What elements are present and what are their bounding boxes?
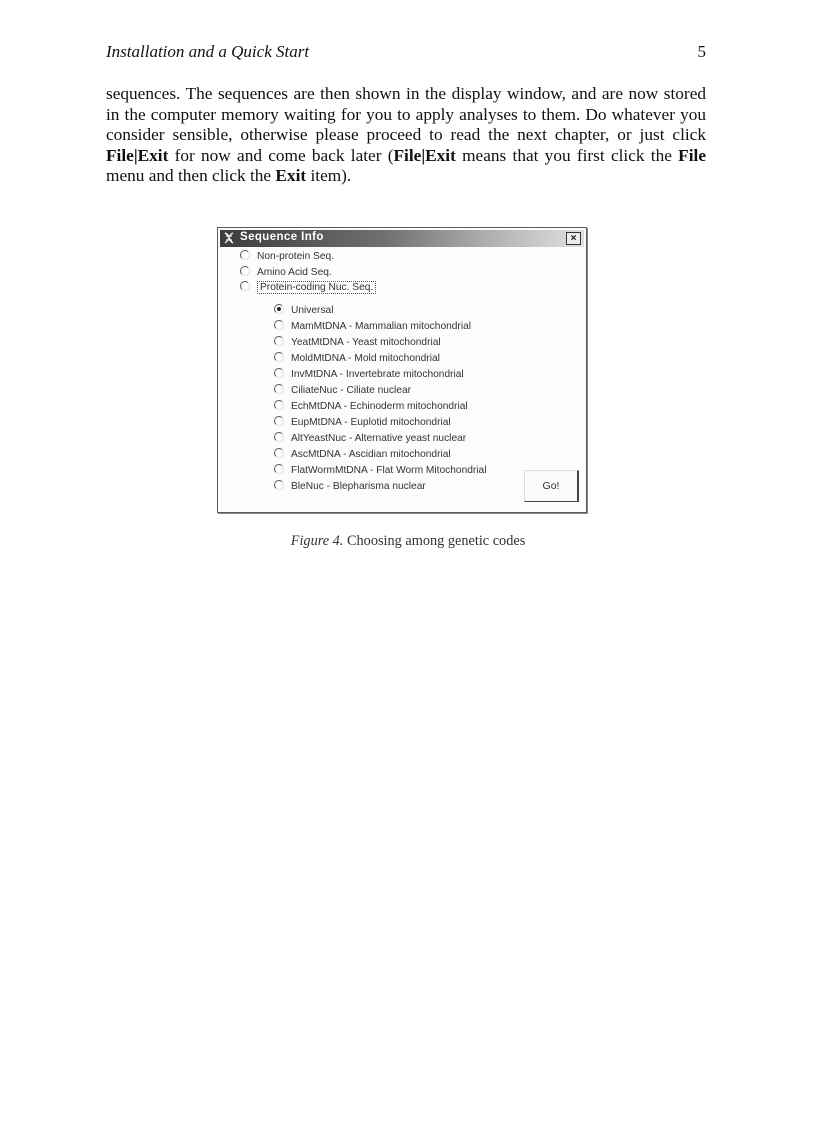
body-paragraph xyxy=(106,84,706,187)
genetic-code-radio[interactable] xyxy=(274,400,468,414)
option-label: Protein-coding Nuc. Seq. xyxy=(257,281,376,294)
option-label: MamMtDNA - Mammalian mitochondrial xyxy=(291,321,472,332)
option-label: YeatMtDNA - Yeast mitochondrial xyxy=(291,337,441,348)
option-label: InvMtDNA - Invertebrate mitochondrial xyxy=(291,369,464,380)
paragraph-text: item). xyxy=(306,166,352,185)
paragraph-text: menu and then click the xyxy=(106,166,276,185)
radio-empty-icon[interactable] xyxy=(274,432,284,442)
genetic-code-radio[interactable] xyxy=(274,352,440,366)
option-label: BleNuc - Blepharisma nuclear xyxy=(291,481,426,492)
menu-path-text: File|Exit xyxy=(106,145,169,165)
sequence-type-radio[interactable] xyxy=(240,266,332,280)
option-label: AltYeastNuc - Alternative yeast nuclear xyxy=(291,433,467,444)
radio-empty-icon[interactable] xyxy=(274,352,284,362)
radio-empty-icon[interactable] xyxy=(274,480,284,490)
genetic-code-radio[interactable] xyxy=(274,432,466,446)
radio-empty-icon[interactable] xyxy=(240,250,250,260)
radio-empty-icon[interactable] xyxy=(274,464,284,474)
option-label: Universal xyxy=(291,305,334,316)
sequence-type-radio[interactable] xyxy=(240,281,376,295)
option-label: CiliateNuc - Ciliate nuclear xyxy=(291,385,412,396)
radio-empty-icon[interactable] xyxy=(274,448,284,458)
go-button[interactable]: Go! xyxy=(524,470,579,502)
genetic-code-radio[interactable] xyxy=(274,464,486,478)
sequence-type-radio[interactable] xyxy=(240,250,334,264)
genetic-code-radio[interactable] xyxy=(274,448,451,462)
genetic-code-radio[interactable] xyxy=(274,480,426,494)
option-label: MoldMtDNA - Mold mitochondrial xyxy=(291,353,440,364)
paragraph-text: for now and come back later ( xyxy=(168,145,394,165)
paragraph-text: means that you first click the xyxy=(455,145,679,165)
page-number: 5 xyxy=(697,42,706,61)
option-label: AscMtDNA - Ascidian mitochondrial xyxy=(291,449,451,460)
genetic-code-radio[interactable] xyxy=(274,336,441,350)
option-label: Amino Acid Seq. xyxy=(257,266,332,278)
caption-text: Choosing among genetic codes xyxy=(343,533,526,549)
radio-selected-icon[interactable] xyxy=(274,304,284,314)
close-icon[interactable]: × xyxy=(566,232,581,245)
radio-empty-icon[interactable] xyxy=(240,281,250,291)
dialog-title: Sequence Info xyxy=(240,231,324,243)
paragraph-text: sequences. The sequences are then shown in the display window, and are now stored in the computer memory waiting for you to apply analyses to them. Do whatever you consider sensible, otherwise please proceed to read the next chapter, or just click xyxy=(106,84,706,144)
radio-empty-icon[interactable] xyxy=(274,416,284,426)
genetic-code-radio[interactable] xyxy=(274,304,333,318)
figure-caption xyxy=(0,533,816,550)
running-title: Installation and a Quick Start xyxy=(106,42,310,61)
radio-empty-icon[interactable] xyxy=(274,384,284,394)
menu-path-text: Exit xyxy=(275,166,307,185)
option-label: EchMtDNA - Echinoderm mitochondrial xyxy=(291,401,468,412)
genetic-code-radio[interactable] xyxy=(274,416,451,430)
genetic-code-radio[interactable] xyxy=(274,384,411,398)
menu-path-text: File|Exit xyxy=(393,145,456,165)
app-icon xyxy=(222,231,236,245)
option-label: Non-protein Seq. xyxy=(257,251,335,262)
genetic-code-radio[interactable] xyxy=(274,320,471,334)
sequence-info-dialog xyxy=(217,227,587,513)
figure-label: Figure 4. xyxy=(290,533,344,549)
menu-path-text: File xyxy=(678,145,706,165)
radio-empty-icon[interactable] xyxy=(274,320,284,330)
radio-empty-icon[interactable] xyxy=(274,400,284,410)
radio-empty-icon[interactable] xyxy=(274,336,284,346)
radio-empty-icon[interactable] xyxy=(240,266,250,276)
genetic-code-radio[interactable] xyxy=(274,368,464,382)
dialog-titlebar[interactable] xyxy=(220,230,584,247)
radio-empty-icon[interactable] xyxy=(274,368,284,378)
option-label: FlatWormMtDNA - Flat Worm Mitochondrial xyxy=(291,465,487,476)
running-header xyxy=(106,42,706,64)
option-label: EupMtDNA - Euplotid mitochondrial xyxy=(291,417,451,428)
